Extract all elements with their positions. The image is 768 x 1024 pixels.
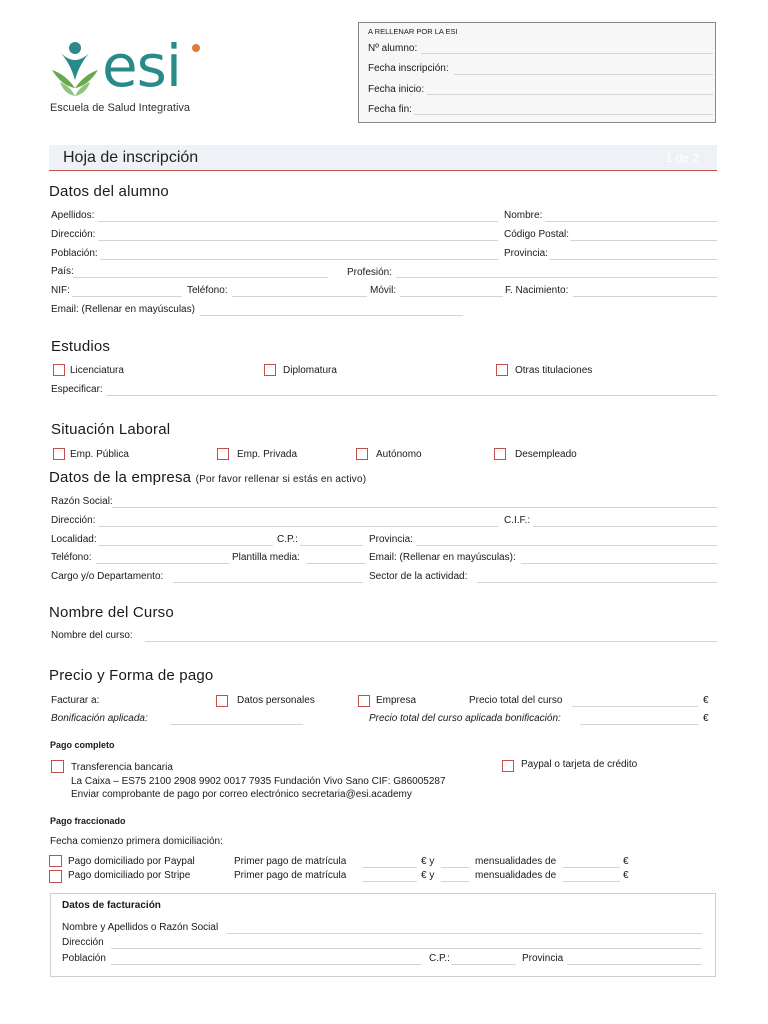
label-licenciatura: Licenciatura [70,365,124,376]
label-mensualidades: mensualidades de [475,870,557,881]
logo-text: esi [102,32,182,100]
label-email: Email: (Rellenar en mayúsculas) [51,304,195,315]
label-empresa-email: Email: (Rellenar en mayúsculas): [369,552,516,563]
label-emp-privada: Emp. Privada [237,449,298,460]
label-euro-y: € y [421,856,435,867]
input-plantilla[interactable] [306,563,366,564]
input-cp[interactable] [570,240,717,241]
label-profesion: Profesión: [347,267,393,278]
label-fact-poblacion: Población [62,953,106,964]
label-empresa-cp: C.P.: [277,534,298,545]
checkbox-diplomatura[interactable] [264,364,276,376]
input-razon-social[interactable] [112,507,717,508]
input-nombre-curso[interactable] [145,641,717,642]
label-sector: Sector de la actividad: [369,571,468,582]
input-cargo[interactable] [173,582,363,583]
input-primer-pago-paypal[interactable] [362,867,417,868]
checkbox-dom-stripe[interactable] [49,870,62,883]
euro-symbol: € [703,695,709,706]
label-apellidos: Apellidos: [51,210,95,221]
label-nif: NIF: [51,285,70,296]
checkbox-paypal[interactable] [502,760,514,772]
input-empresa-cp[interactable] [300,545,363,546]
section-title-empresa [49,469,366,486]
input-pais[interactable] [73,277,328,278]
input-n-mensualidades-stripe[interactable] [441,881,469,882]
checkbox-otras[interactable] [496,364,508,376]
checkbox-transferencia[interactable] [51,760,64,773]
label-cp: Código Postal: [504,229,570,240]
logo-figure-icon [50,40,100,98]
facturacion-title: Datos de facturación [62,900,161,911]
input-empresa-direccion[interactable] [98,526,498,527]
label-nacimiento: F. Nacimiento: [505,285,569,296]
checkbox-emp-publica[interactable] [53,448,65,460]
facturacion-box [50,893,716,977]
input-bonificacion[interactable] [170,724,303,725]
logo-tagline: Escuela de Salud Integrativa [50,102,191,114]
input-direccion[interactable] [98,240,498,241]
euro-symbol: € [703,713,709,724]
label-primer-pago: Primer pago de matrícula [234,870,347,881]
label-otras: Otras titulaciones [515,365,593,376]
empresa-note: (Por favor rellenar si estás en activo) [195,474,367,485]
label-euro-y: € y [421,870,435,881]
label-precio-bonificacion: Precio total del curso aplicada bonificación: [369,713,561,724]
label-nombre: Nombre: [504,210,543,221]
label-direccion: Dirección: [51,229,96,240]
admin-field-line[interactable] [454,74,713,75]
logo-dot [192,44,200,52]
input-fact-direccion[interactable] [111,948,702,949]
input-empresa-provincia[interactable] [416,545,717,546]
input-nacimiento[interactable] [573,296,717,297]
label-diplomatura: Diplomatura [283,365,337,376]
label-paypal: Paypal o tarjeta de crédito [521,759,638,770]
section-title-curso: Nombre del Curso [49,604,174,621]
label-dom-stripe: Pago domiciliado por Stripe [68,870,191,881]
section-title-estudios: Estudios [51,338,111,355]
label-autonomo: Autónomo [376,449,422,460]
label-precio-total: Precio total del curso [469,695,563,706]
admin-field-label: Nº alumno: [368,43,418,54]
input-poblacion[interactable] [100,259,498,260]
logo [50,32,210,120]
label-facturar: Facturar a: [51,695,100,706]
label-empresa-provincia: Provincia: [369,534,413,545]
label-fact-nombre: Nombre y Apellidos o Razón Social [62,922,219,933]
admin-box [358,22,716,123]
checkbox-dom-paypal[interactable] [49,855,62,867]
input-nombre[interactable] [545,221,717,222]
input-empresa-telefono[interactable] [96,563,229,564]
label-localidad: Localidad: [51,534,97,545]
label-dom-paypal: Pago domiciliado por Paypal [68,856,195,867]
input-cif[interactable] [533,526,717,527]
admin-field-line[interactable] [427,94,713,95]
input-mensualidad-stripe[interactable] [563,881,620,882]
input-precio-total[interactable] [572,706,698,707]
checkbox-emp-privada[interactable] [217,448,229,460]
input-movil[interactable] [400,296,503,297]
input-profesion[interactable] [396,277,717,278]
input-apellidos[interactable] [98,221,498,222]
label-emp-publica: Emp. Pública [70,449,129,460]
input-precio-bonificacion[interactable] [580,724,698,725]
label-bonificacion: Bonificación aplicada: [51,713,148,724]
label-primer-pago: Primer pago de matrícula [234,856,347,867]
input-email[interactable] [200,315,463,316]
checkbox-autonomo[interactable] [356,448,368,460]
section-title-pago: Precio y Forma de pago [49,667,214,684]
section-title-alumno: Datos del alumno [49,183,169,200]
input-fact-provincia[interactable] [567,964,702,965]
label-pago-fraccionado: Pago fraccionado [50,816,126,826]
euro-symbol: € [623,856,629,867]
empresa-title: Datos de la empresa [49,469,192,486]
input-primer-pago-stripe[interactable] [362,881,417,882]
input-nif[interactable] [72,296,182,297]
label-nombre-curso: Nombre del curso: [51,630,133,641]
section-title-laboral: Situación Laboral [51,421,171,438]
checkbox-licenciatura[interactable] [53,364,65,376]
input-localidad[interactable] [98,545,273,546]
label-fact-cp: C.P.: [429,953,450,964]
label-cargo: Cargo y/o Departamento: [51,571,164,582]
text-cuenta-bancaria: La Caixa – ES75 2100 2908 9902 0017 7935 Fundación Vivo Sano CIF: G86005287 [71,776,446,787]
admin-field-label: Fecha fin: [368,104,412,115]
admin-field-line[interactable] [414,114,713,115]
label-provincia: Provincia: [504,248,548,259]
input-especificar[interactable] [106,395,717,396]
input-n-mensualidades-paypal[interactable] [441,867,469,868]
input-fact-cp[interactable] [451,964,516,965]
input-provincia[interactable] [550,259,717,260]
checkbox-datos-personales[interactable] [216,695,228,707]
label-transferencia: Transferencia bancaria [71,762,173,773]
label-datos-personales: Datos personales [237,695,315,706]
label-empresa-direccion: Dirección: [51,515,96,526]
input-empresa-email[interactable] [521,563,717,564]
admin-box-title: A RELLENAR POR LA ESI [368,27,458,36]
euro-symbol: € [623,870,629,881]
input-sector[interactable] [477,582,717,583]
text-comprobante: Enviar comprobante de pago por correo electrónico secretaria@esi.academy [71,789,412,800]
admin-field-label: Fecha inicio: [368,84,425,95]
label-empresa-telefono: Teléfono: [51,552,92,563]
input-telefono[interactable] [232,296,367,297]
label-cif: C.I.F.: [504,515,531,526]
admin-field-line[interactable] [421,53,713,54]
input-fact-nombre[interactable] [227,933,702,934]
label-mensualidades: mensualidades de [475,856,557,867]
header-bar [49,145,717,171]
input-mensualidad-paypal[interactable] [563,867,620,868]
label-especificar: Especificar: [51,384,103,395]
label-razon-social: Razón Social: [51,496,113,507]
label-telefono: Teléfono: [187,285,228,296]
label-fecha-comienzo: Fecha comienzo primera domiciliación: [50,836,223,847]
checkbox-empresa[interactable] [358,695,370,707]
label-desempleado: Desempleado [515,449,577,460]
label-fact-provincia: Provincia [522,953,564,964]
page-title: Hoja de inscripción [63,149,199,166]
label-poblacion: Población: [51,248,98,259]
label-facturar-empresa: Empresa [376,695,417,706]
label-pago-completo: Pago completo [50,740,115,750]
admin-field-label: Fecha inscripción: [368,63,449,74]
checkbox-desempleado[interactable] [494,448,506,460]
input-fact-poblacion[interactable] [111,964,421,965]
page-number: 1 de 2 [665,151,699,165]
label-plantilla: Plantilla media: [232,552,300,563]
label-pais: País: [51,266,74,277]
label-fact-direccion: Dirección [62,937,104,948]
label-movil: Móvil: [370,285,397,296]
